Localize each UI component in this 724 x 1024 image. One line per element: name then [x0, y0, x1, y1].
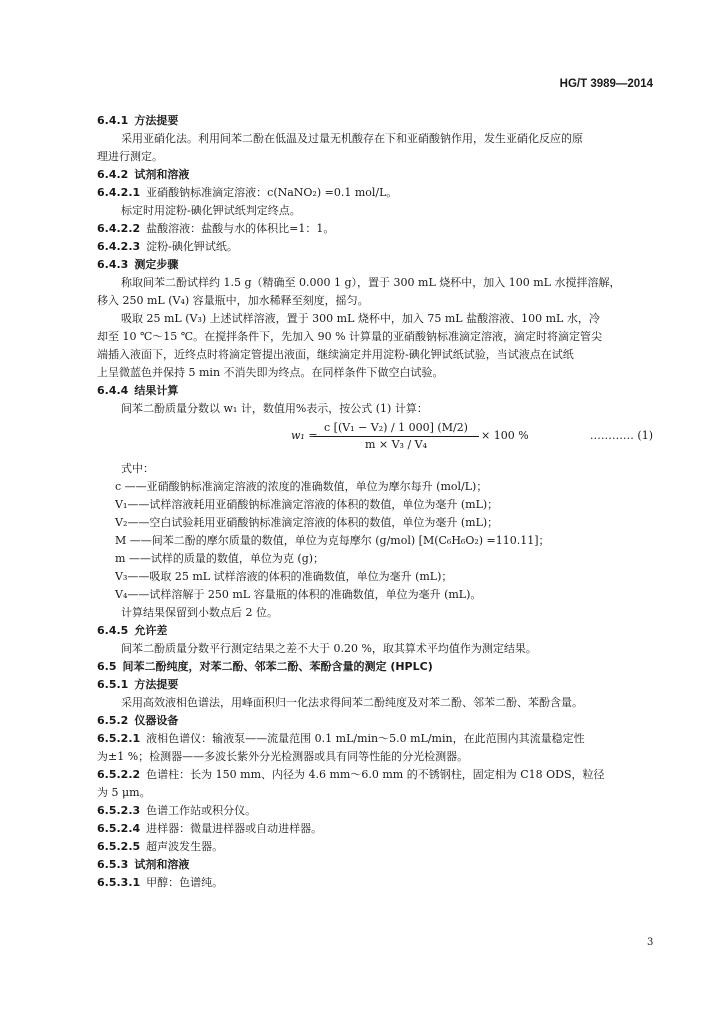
clause-text: 超声波发生器。	[146, 840, 224, 853]
clause-number: 6.4.3	[97, 258, 129, 271]
clause-number: 6.4.4	[97, 384, 129, 397]
heading-text: 方法提要	[134, 678, 179, 691]
paragraph-line: 式中：	[121, 462, 154, 475]
clause-number: 6.5.2.2	[97, 768, 141, 781]
standard-code: HG/T 3989—2014	[559, 78, 653, 90]
clause-number: 6.4.1	[97, 114, 129, 127]
section-heading	[97, 256, 653, 274]
clause-number: 6.4.2.2	[97, 222, 141, 235]
paragraph-line: 计算结果保留到小数点后 2 位。	[121, 606, 278, 619]
clause-number: 6.5.2.1	[97, 732, 141, 745]
clause-number: 6.5.2.4	[97, 822, 141, 835]
heading-text: 允许差	[134, 624, 168, 637]
clause-number: 6.5.3.1	[97, 876, 141, 889]
clause-item	[97, 220, 653, 238]
heading-text: 试剂和溶液	[134, 858, 190, 871]
clause-number: 6.4.2.1	[97, 186, 141, 199]
clause-item	[97, 184, 653, 202]
document-body	[97, 112, 653, 892]
formula-numerator: c [(V₁ − V₂) / 1 000] (M/2)	[313, 420, 479, 437]
clause-number: 6.5.2.5	[97, 840, 141, 853]
clause-text: 盐酸溶液：盐酸与水的体积比=1：1。	[146, 222, 335, 235]
clause-number: 6.5	[97, 660, 117, 673]
clause-text: 色谱工作站或积分仪。	[146, 804, 257, 817]
clause-text: 亚硝酸钠标准滴定溶液：c(NaNO₂) =0.1 mol/L。	[146, 186, 398, 199]
paragraph-line: 为±1 %；检测器——多波长紫外分光检测器或具有同等性能的分光检测器。	[97, 750, 469, 763]
clause-text: 色谱柱：长为 150 mm、内径为 4.6 mm～6.0 mm 的不锈钢柱，固定相为 C18 ODS，粒径	[146, 768, 605, 781]
paragraph-line: 标定时用淀粉-碘化钾试纸判定终点。	[121, 204, 301, 217]
section-heading	[97, 622, 653, 640]
page-number: 3	[647, 937, 654, 948]
symbol-definition: V₂——空白试验耗用亚硝酸钠标准滴定溶液的体积的数值，单位为毫升 (mL)；	[115, 516, 499, 529]
heading-text: 间苯二酚纯度，对苯二酚、邻苯二酚、苯酚含量的测定 (HPLC)	[122, 660, 433, 673]
clause-text: 淀粉-碘化钾试纸。	[146, 240, 238, 253]
clause-number: 6.4.2	[97, 168, 129, 181]
formula-multiplier: × 100 %	[481, 429, 529, 442]
clause-number: 6.4.2.3	[97, 240, 141, 253]
paragraph-line: 吸取 25 mL (V₃) 上述试样溶液，置于 300 mL 烧杯中，加入 75 mL 盐酸溶液、100 mL 水，冷	[121, 312, 600, 325]
clause-number: 6.5.2	[97, 714, 129, 727]
symbol-definition: V₁——试样溶液耗用亚硝酸钠标准滴定溶液的体积的数值，单位为毫升 (mL)；	[115, 498, 499, 511]
heading-text: 结果计算	[134, 384, 179, 397]
heading-text: 测定步骤	[134, 258, 179, 271]
formula-number: ………… (1)	[589, 429, 653, 442]
section-heading	[97, 676, 653, 694]
symbol-definition: m ——试样的质量的数值，单位为克 (g)；	[115, 552, 325, 565]
section-heading	[97, 712, 653, 730]
paragraph-line: 为 5 μm。	[97, 786, 151, 799]
clause-item	[97, 802, 653, 820]
paragraph-line: 称取间苯二酚试样约 1.5 g（精确至 0.000 1 g），置于 300 mL 烧杯中，加入 100 mL 水搅拌溶解，	[121, 276, 621, 289]
formula-lhs: w₁ =	[291, 429, 318, 442]
clause-item	[97, 838, 653, 856]
clause-text: 甲醇：色谱纯。	[146, 876, 224, 889]
symbol-definition: V₃——吸取 25 mL 试样溶液的体积的准确数值，单位为毫升 (mL)；	[115, 570, 453, 583]
heading-text: 方法提要	[134, 114, 179, 127]
clause-text: 液相色谱仪：输液泵——流量范围 0.1 mL/min～5.0 mL/min，在此范围内其流量稳定性	[146, 732, 585, 745]
formula-denominator: m × V₃ / V₄	[364, 438, 428, 451]
section-heading	[97, 112, 653, 130]
paragraph-line: 理进行测定。	[97, 150, 163, 163]
formula-fraction	[313, 420, 479, 452]
section-heading	[97, 166, 653, 184]
clause-number: 6.5.2.3	[97, 804, 141, 817]
clause-item	[97, 766, 653, 784]
paragraph-line: 端插入液面下，近终点时将滴定管提出液面，继续滴定并用淀粉-碘化钾试纸试验，当试液点在试纸	[97, 348, 574, 361]
symbol-definition: M ——间苯二酚的摩尔质量的数值，单位为克每摩尔 (g/mol) [M(C₆H₆O₂) =110.11]；	[115, 534, 550, 547]
clause-number: 6.5.3	[97, 858, 129, 871]
heading-text: 试剂和溶液	[134, 168, 190, 181]
paragraph-line: 移入 250 mL (V₄) 容量瓶中，加水稀释至刻度，摇匀。	[97, 294, 369, 307]
paragraph-line: 采用高效液相色谱法，用峰面积归一化法求得间苯二酚纯度及对苯二酚、邻苯二酚、苯酚含量。	[121, 696, 583, 709]
paragraph-line: 间苯二酚质量分数以 w₁ 计，数值用%表示，按公式 (1) 计算：	[121, 402, 428, 415]
section-heading	[97, 856, 653, 874]
section-heading	[97, 658, 653, 676]
clause-item	[97, 820, 653, 838]
paragraph-line: 采用亚硝化法。利用间苯二酚在低温及过量无机酸存在下和亚硝酸钠作用，发生亚硝化反应的原	[121, 132, 583, 145]
clause-item	[97, 874, 653, 892]
clause-item	[97, 730, 653, 748]
clause-text: 进样器：微量进样器或自动进样器。	[146, 822, 323, 835]
section-heading	[97, 382, 653, 400]
paragraph-line: 却至 10 ℃～15 ℃。在搅拌条件下，先加入 90 % 计算量的亚硝酸钠标准滴定溶液，滴定时将滴定管尖	[97, 330, 603, 343]
paragraph-line: 间苯二酚质量分数平行测定结果之差不大于 0.20 %，取其算术平均值作为测定结果。	[121, 642, 537, 655]
formula-1	[97, 420, 653, 454]
symbol-definition: c ——亚硝酸钠标准滴定溶液的浓度的准确数值，单位为摩尔每升 (mol/L)；	[115, 480, 488, 493]
paragraph-line: 上呈微蓝色并保持 5 min 不消失即为终点。在同样条件下做空白试验。	[97, 366, 444, 379]
symbol-definition: V₄——试样溶解于 250 mL 容量瓶的体积的准确数值，单位为毫升 (mL)。	[115, 588, 482, 601]
heading-text: 仪器设备	[134, 714, 179, 727]
clause-number: 6.5.1	[97, 678, 129, 691]
clause-number: 6.4.5	[97, 624, 129, 637]
clause-item	[97, 238, 653, 256]
